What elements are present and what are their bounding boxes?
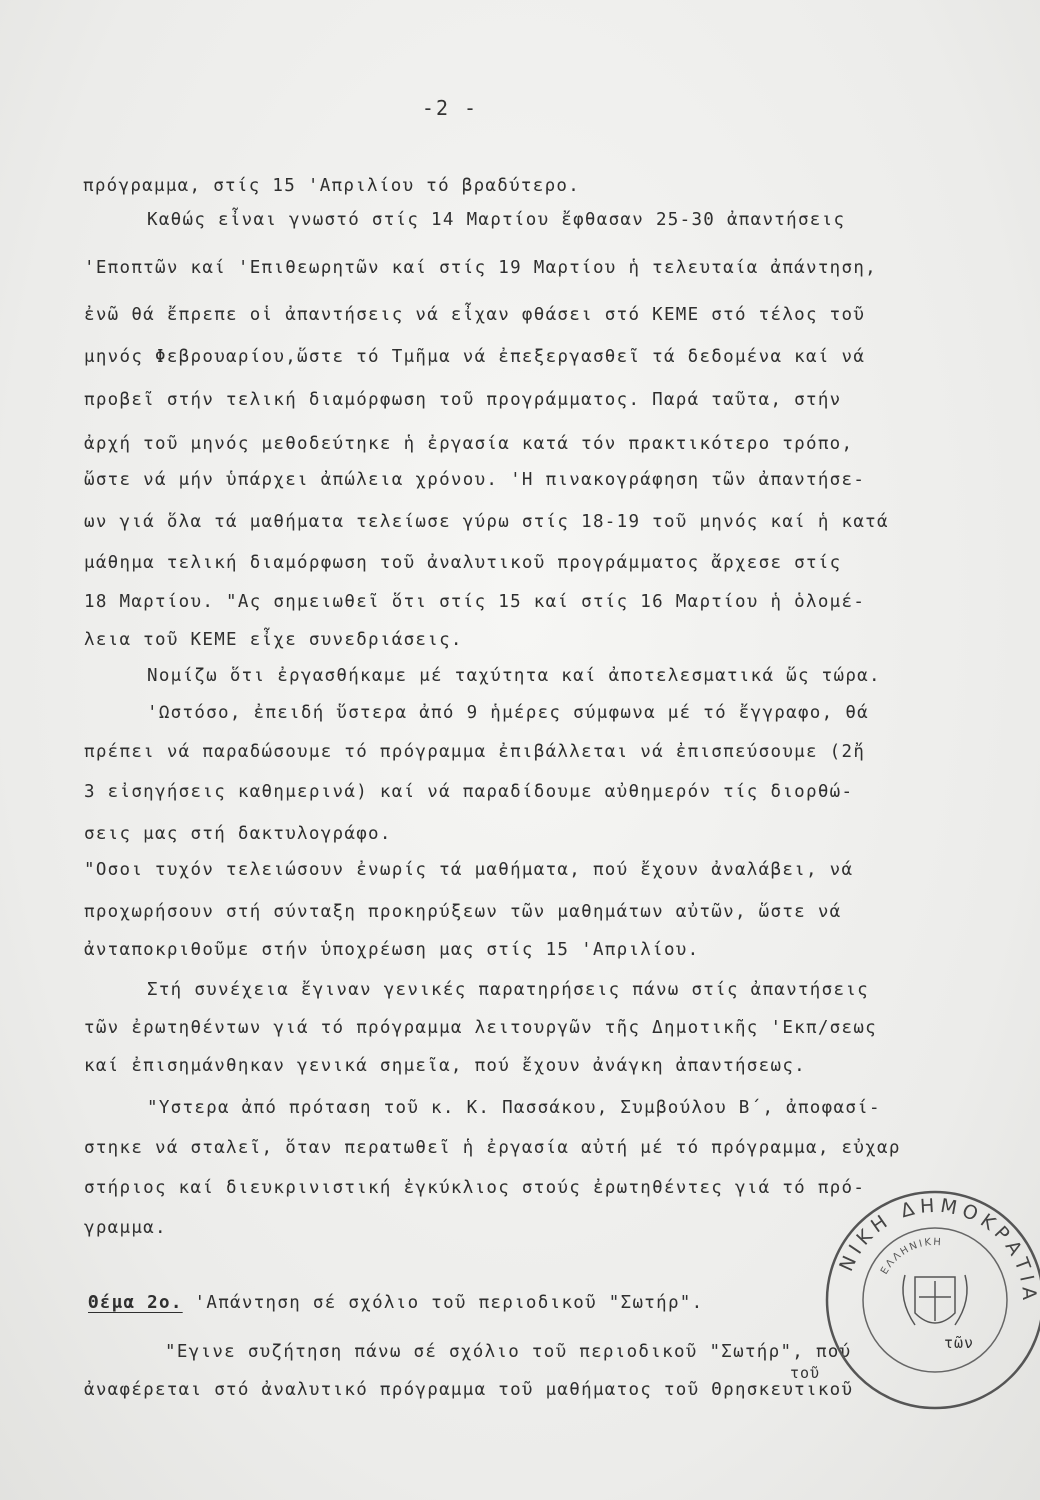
topic-title: 'Απάντηση σέ σχόλιο τοῦ περιοδικοῦ "Σωτήρ".	[194, 1293, 704, 1313]
text-line: τῶν ἐρωτηθέντων γιά τό πρόγραμμα λειτουργῶν τῆς Δημοτικῆς 'Εκπ/σεως	[84, 1018, 878, 1038]
text-line: γραμμα.	[84, 1218, 167, 1238]
text-line: λεια τοῦ ΚΕΜΕ εἶχε συνεδριάσεις.	[84, 630, 463, 650]
text-line: ων γιά ὅλα τά μαθήματα τελείωσε γύρω στίς 18-19 τοῦ μηνός καί ἡ κατά	[84, 512, 889, 532]
text-line: Νομίζω ὅτι ἐργασθήκαμε μέ ταχύτητα καί ἀποτελεσματικά ὥς τώρα.	[147, 666, 881, 686]
text-line: Καθώς εἶναι γνωστό στίς 14 Μαρτίου ἔφθασαν 25-30 ἀπαντήσεις	[147, 210, 846, 230]
page-number: -2 -	[421, 96, 479, 120]
handwritten-correction: τῶν	[944, 1334, 975, 1352]
text-line: στήριος καί διευκρινιστική ἐγκύκλιος στούς ἐρωτηθέντες γιά τό πρό-	[84, 1178, 866, 1198]
text-line: "Υστερα ἀπό πρόταση τοῦ κ. Κ. Πασσάκου, Συμβούλου Β΄, ἀποφασί-	[147, 1098, 881, 1118]
topic-label: Θέμα 2ο.	[88, 1293, 183, 1313]
text-line: ὥστε νά μήν ὑπάρχει ἀπώλεια χρόνου. 'Η πινακογράφηση τῶν ἀπαντήσε-	[84, 470, 866, 490]
text-line: προχωρήσουν στή σύνταξη προκηρύξεων τῶν μαθημάτων αὐτῶν, ὥστε νά	[84, 902, 842, 922]
text-line: 3 εἰσηγήσεις καθημερινά) καί νά παραδίδουμε αὐθημερόν τίς διορθώ-	[84, 782, 854, 802]
stamp-inner-text: ΕΛΛΗΝΙΚΗ	[879, 1236, 944, 1277]
text-line: ἀρχή τοῦ μηνός μεθοδεύτηκε ἡ ἐργασία κατά τόν πρακτικότερο τρόπο,	[84, 434, 854, 454]
stamp-outer-text: ΝΙΚΗ ΔΗΜΟΚΡΑΤΙΑ	[835, 1194, 1040, 1306]
text-line: στηκε νά σταλεῖ, ὅταν περατωθεῖ ἡ ἐργασία αὐτή μέ τό πρόγραμμα, εὐχαρ	[84, 1138, 901, 1158]
topic-heading	[88, 1293, 703, 1313]
text-line: προβεῖ στήν τελική διαμόρφωση τοῦ προγράμματος. Παρά ταῦτα, στήν	[84, 390, 842, 410]
text-line: ἐνῶ θά ἔπρεπε οἱ ἀπαντήσεις νά εἶχαν φθάσει στό ΚΕΜΕ στό τέλος τοῦ	[84, 305, 866, 325]
text-line: καί ἐπισημάνθηκαν γενικά σημεῖα, πού ἔχουν ἀνάγκη ἀπαντήσεως.	[84, 1056, 806, 1076]
text-line: ἀνταποκριθοῦμε στήν ὑποχρέωση μας στίς 15 'Απριλίου.	[84, 940, 700, 960]
official-stamp	[820, 1185, 1040, 1415]
text-line: μάθημα τελική διαμόρφωση τοῦ ἀναλυτικοῦ προγράμματος ἄρχεσε στίς	[84, 553, 842, 573]
text-line: "Οσοι τυχόν τελειώσουν ἐνωρίς τά μαθήματα, πού ἔχουν ἀναλάβει, νά	[84, 860, 854, 880]
coat-of-arms-icon	[903, 1275, 967, 1325]
text-line: 'Εποπτῶν καί 'Επιθεωρητῶν καί στίς 19 Μαρτίου ἡ τελευταία ἀπάντηση,	[84, 258, 878, 278]
stamp-outer-ring	[827, 1192, 1040, 1408]
text-line: πρόγραμμα, στίς 15 'Απριλίου τό βραδύτερο.	[83, 176, 581, 196]
text-line: 18 Μαρτίου. "Ας σημειωθεῖ ὅτι στίς 15 καί στίς 16 Μαρτίου ἡ ὁλομέ-	[84, 592, 866, 612]
text-line: πρέπει νά παραδώσουμε τό πρόγραμμα ἐπιβάλλεται νά ἐπισπεύσουμε (2ἤ	[84, 742, 866, 762]
text-line: Στή συνέχεια ἔγιναν γενικές παρατηρήσεις πάνω στίς ἀπαντήσεις	[147, 980, 869, 1000]
handwritten-correction: τοῦ	[790, 1364, 821, 1382]
text-line: 'Ωστόσο, ἐπειδή ὕστερα ἀπό 9 ἡμέρες σύμφωνα μέ τό ἔγγραφο, θά	[147, 703, 869, 723]
text-line: μηνός Φεβρουαρίου,ὥστε τό Τμῆμα νά ἐπεξεργασθεῖ τά δεδομένα καί νά	[84, 347, 866, 367]
text-line: "Εγινε συζήτηση πάνω σέ σχόλιο τοῦ περιοδικοῦ "Σωτήρ", πού	[165, 1342, 852, 1362]
text-line: σεις μας στή δακτυλογράφο.	[84, 824, 392, 844]
text-line: ἀναφέρεται στό ἀναλυτικό πρόγραμμα τοῦ μαθήματος τοῦ Θρησκευτικοῦ	[84, 1380, 854, 1400]
